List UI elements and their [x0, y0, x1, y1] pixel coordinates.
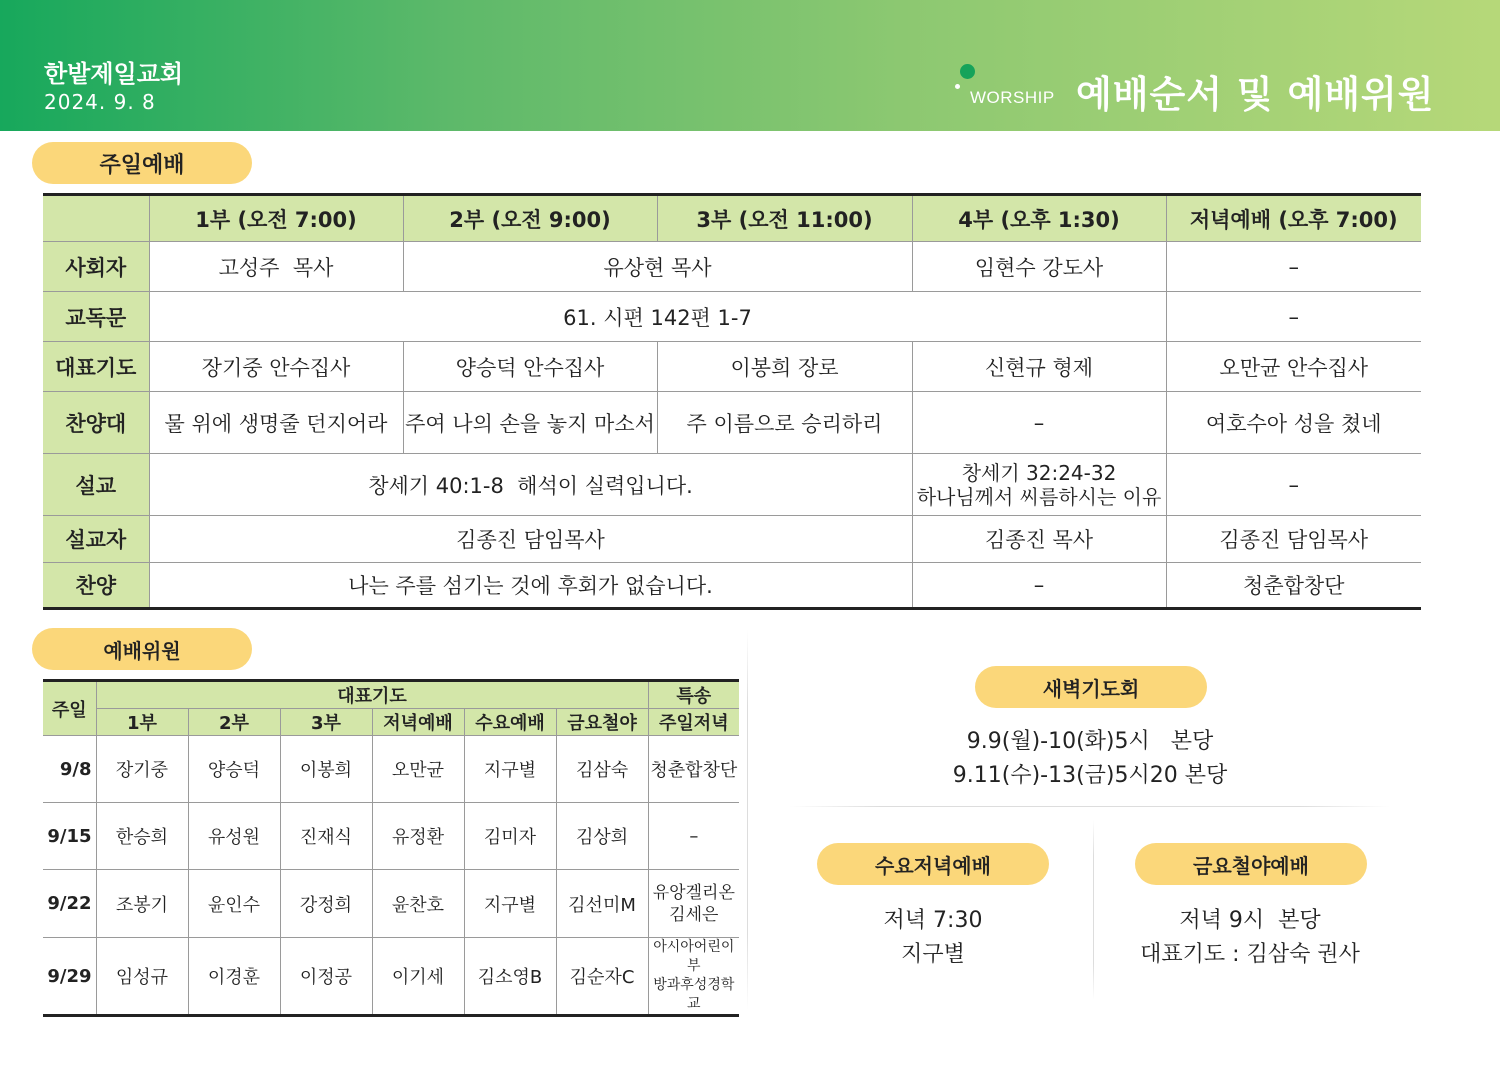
table-cell: 창세기 40:1-8 해석이 실력입니다.: [149, 454, 912, 516]
table-cell: 이봉희: [280, 736, 372, 803]
table-cell: 김삼숙: [556, 736, 648, 803]
table-cell: 이정공: [280, 938, 372, 1016]
section-label-en: WORSHIP: [970, 88, 1055, 107]
section-title: 예배순서 및 예배위원: [1076, 73, 1435, 116]
table-cell: –: [1166, 454, 1421, 516]
table-cell: –: [912, 392, 1166, 454]
table-cell: –: [1166, 242, 1421, 292]
table-row: [43, 342, 1421, 392]
table-cell: 조봉기: [96, 870, 188, 938]
table-row: [43, 803, 739, 870]
table-cell: 여호수아 성을 쳤네: [1166, 392, 1421, 454]
table-cell: 진재식: [280, 803, 372, 870]
table-cell: 김소영B: [464, 938, 556, 1016]
table-cell: 주 이름으로 승리하리: [657, 392, 912, 454]
table-cell: 고성주 목사: [149, 242, 403, 292]
table-row: [43, 938, 739, 1016]
table-row: [43, 392, 1421, 454]
corner-cell: [43, 195, 149, 242]
table-cell: 강정희: [280, 870, 372, 938]
table-cell: 한승희: [96, 803, 188, 870]
table-row: [43, 736, 739, 803]
column-divider: [747, 630, 748, 1010]
row-date: 9/8: [43, 736, 96, 803]
friday-time: 저녁 9시 본당: [1179, 908, 1321, 933]
prayer-group-header: 대표기도: [96, 681, 648, 709]
friday-prayer: 대표기도 : 김삼숙 권사: [1140, 942, 1360, 967]
row-label: 대표기도: [43, 342, 149, 392]
special-cell: 청춘합창단: [648, 736, 739, 803]
table-cell: 지구별: [464, 870, 556, 938]
table-cell: 양승덕: [188, 736, 280, 803]
table-cell: 장기중 안수집사: [149, 342, 403, 392]
table-row: [43, 292, 1421, 342]
row-label: 찬양: [43, 563, 149, 609]
row-label: 사회자: [43, 242, 149, 292]
table-cell: 김순자C: [556, 938, 648, 1016]
table-row: [43, 242, 1421, 292]
table-cell: [912, 454, 1166, 516]
table-cell: 이경훈: [188, 938, 280, 1016]
table-cell: 김상희: [556, 803, 648, 870]
row-date: 9/15: [43, 803, 96, 870]
table-cell: 유상현 목사: [403, 242, 912, 292]
dot-icon: [960, 64, 975, 79]
sunday-service-table: [43, 193, 1421, 610]
small-dot-icon: [955, 84, 960, 89]
column-header: 주일저녁: [648, 709, 739, 736]
row-label: 설교: [43, 454, 149, 516]
special-line: 방과후성경학교: [653, 977, 735, 1012]
table-cell: 윤인수: [188, 870, 280, 938]
week-header: 주일: [43, 681, 96, 736]
table-row: [43, 870, 739, 938]
table-cell: 유성원: [188, 803, 280, 870]
header-banner: [0, 0, 1500, 131]
table-cell: 신현규 형제: [912, 342, 1166, 392]
column-header: 4부 (오후 1:30): [912, 195, 1166, 242]
wednesday-leader: 지구별: [901, 942, 965, 967]
friday-service-pill: 금요철야예배: [1135, 843, 1367, 885]
column-header: 3부 (오전 11:00): [657, 195, 912, 242]
table-cell: 윤찬호: [372, 870, 464, 938]
column-header: 2부 (오전 9:00): [403, 195, 657, 242]
special-cell: [648, 870, 739, 938]
table-cell: 이기세: [372, 938, 464, 1016]
special-line: 김세은: [669, 904, 719, 925]
column-header: 1부: [96, 709, 188, 736]
table-cell: 오만균 안수집사: [1166, 342, 1421, 392]
table-cell: 임현수 강도사: [912, 242, 1166, 292]
committee-table: [43, 679, 739, 1017]
section-divider: [790, 806, 1390, 807]
column-header: 2부: [188, 709, 280, 736]
column-header: 1부 (오전 7:00): [149, 195, 403, 242]
table-cell: 김미자: [464, 803, 556, 870]
wednesday-time: 저녁 7:30: [883, 908, 983, 933]
table-cell: –: [912, 563, 1166, 609]
special-cell: [648, 938, 739, 1016]
column-header: 저녁예배 (오후 7:00): [1166, 195, 1421, 242]
table-subheader-row: [43, 709, 739, 736]
special-line: 아시아어린이부: [653, 939, 735, 974]
bulletin-date: 2024. 9. 8: [44, 90, 156, 114]
row-label: 교독문: [43, 292, 149, 342]
column-header: 저녁예배: [372, 709, 464, 736]
row-label: 설교자: [43, 516, 149, 563]
church-name: 한밭제일교회: [44, 60, 184, 88]
column-header: 3부: [280, 709, 372, 736]
column-header: 수요예배: [464, 709, 556, 736]
column-divider: [1093, 820, 1094, 1000]
table-cell: 김종진 담임목사: [1166, 516, 1421, 563]
row-label: 찬양대: [43, 392, 149, 454]
table-header-row: [43, 195, 1421, 242]
table-cell: 유정환: [372, 803, 464, 870]
sunday-service-pill: 주일예배: [32, 142, 252, 184]
sermon-title: 하나님께서 씨름하시는 이유: [916, 484, 1162, 509]
table-cell: 61. 시편 142편 1-7: [149, 292, 1166, 342]
table-cell: 청춘합창단: [1166, 563, 1421, 609]
table-cell: 장기중: [96, 736, 188, 803]
committee-pill: 예배위원: [32, 628, 252, 670]
special-cell: –: [648, 803, 739, 870]
table-cell: 지구별: [464, 736, 556, 803]
table-row: [43, 516, 1421, 563]
special-line: 유앙겔리온: [652, 882, 735, 903]
row-date: 9/22: [43, 870, 96, 938]
dawn-schedule-line: 9.9(월)-10(화)5시 본당: [966, 729, 1214, 754]
table-cell: 이봉희 장로: [657, 342, 912, 392]
sermon-passage: 창세기 32:24-32: [961, 460, 1117, 485]
special-group-header: 특송: [648, 681, 739, 709]
table-cell: 오만균: [372, 736, 464, 803]
dawn-prayer-pill: 새벽기도회: [975, 666, 1207, 708]
table-cell: 김선미M: [556, 870, 648, 938]
table-cell: –: [1166, 292, 1421, 342]
table-cell: 임성규: [96, 938, 188, 1016]
table-row: [43, 454, 1421, 516]
row-date: 9/29: [43, 938, 96, 1016]
dawn-schedule-line: 9.11(수)-13(금)5시20 본당: [952, 763, 1228, 788]
column-header: 금요철야: [556, 709, 648, 736]
table-row: [43, 563, 1421, 609]
table-cell: 주여 나의 손을 놓지 마소서: [403, 392, 657, 454]
table-cell: 나는 주를 섬기는 것에 후회가 없습니다.: [149, 563, 912, 609]
table-cell: 양승덕 안수집사: [403, 342, 657, 392]
table-cell: 김종진 목사: [912, 516, 1166, 563]
wednesday-service-pill: 수요저녁예배: [817, 843, 1049, 885]
table-cell: 김종진 담임목사: [149, 516, 912, 563]
table-cell: 물 위에 생명줄 던지어라: [149, 392, 403, 454]
table-header-row: [43, 681, 739, 709]
